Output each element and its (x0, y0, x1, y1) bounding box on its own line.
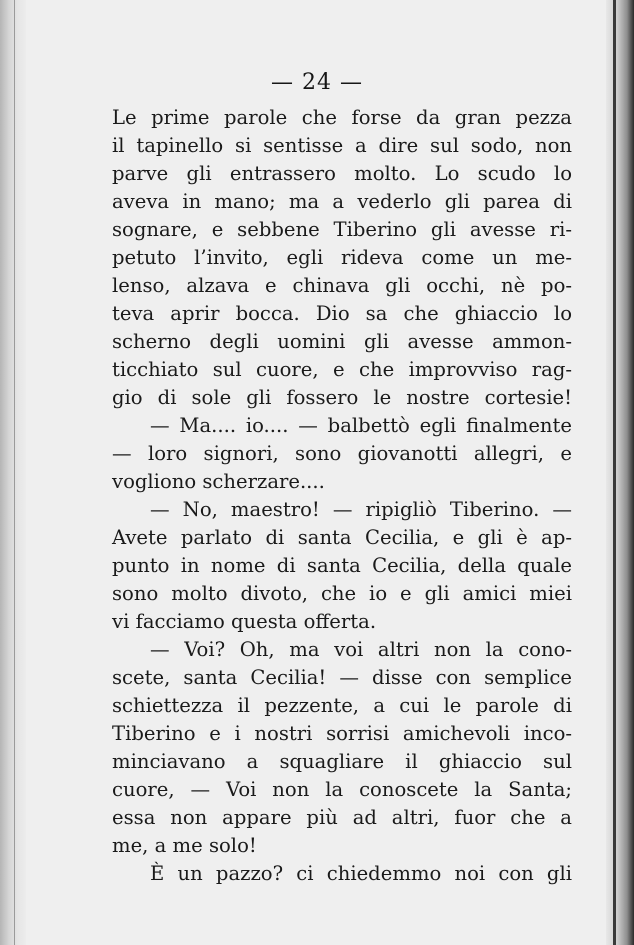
text-line: parve gli entrassero molto. Lo scudo lo (112, 162, 572, 185)
text-line: Tiberino e i nostri sorrisi amichevoli inco- (112, 722, 572, 745)
text-line: vi facciamo questa offerta. (112, 610, 377, 633)
text-line: minciavano a squagliare il ghiaccio sul (112, 750, 572, 773)
text-line: ticchiato sul cuore, e che improvviso rag- (112, 358, 572, 381)
text-line: me, a me solo! (112, 834, 257, 857)
text-line: sognare, e sebbene Tiberino gli avesse ri- (112, 218, 572, 241)
page-number: — 24 — (271, 70, 363, 95)
text-line: lenso, alzava e chinava gli occhi, nè po- (112, 274, 572, 297)
text-line: cuore, — Voi non la conoscete la Santa; (112, 778, 572, 801)
binding-fold-line (14, 0, 15, 945)
text-line: aveva in mano; ma a vederlo gli parea di (112, 190, 572, 213)
text-line: Le prime parole che forse da gran pezza (112, 106, 572, 129)
text-line: — Ma.... io.... — balbettò egli finalmente (150, 414, 572, 437)
text-line: petuto l’invito, egli rideva come un me- (112, 246, 572, 269)
text-line: — loro signori, sono giovanotti allegri, e (112, 442, 572, 465)
text-line: scherno degli uomini gli avesse ammon- (112, 330, 572, 353)
text-line: Avete parlato di santa Cecilia, e gli è ap- (112, 526, 572, 549)
text-line: essa non appare più ad altri, fuor che a (112, 806, 572, 829)
text-line: — No, maestro! — ripigliò Tiberino. — (150, 498, 572, 521)
text-line: — Voi? Oh, ma voi altri non la cono- (150, 638, 572, 661)
text-line: teva aprir bocca. Dio sa che ghiaccio lo (112, 302, 572, 325)
text-line: gio di sole gli fossero le nostre cortesie! (112, 386, 572, 409)
text-line: sono molto divoto, che io e gli amici miei (112, 582, 572, 605)
text-line: È un pazzo? ci chiedemmo noi con gli (150, 862, 572, 885)
text-line: vogliono scherzare.... (112, 470, 325, 493)
page-binding-shadow (0, 0, 26, 945)
text-line: il tapinello si sentisse a dire sul sodo, non (112, 134, 572, 157)
page-edge-shadow (606, 0, 634, 945)
page-edge-line (613, 0, 616, 945)
text-line: schiettezza il pezzente, a cui le parole di (112, 694, 572, 717)
text-line: scete, santa Cecilia! — disse con semplice (112, 666, 572, 689)
text-line: punto in nome di santa Cecilia, della quale (112, 554, 572, 577)
